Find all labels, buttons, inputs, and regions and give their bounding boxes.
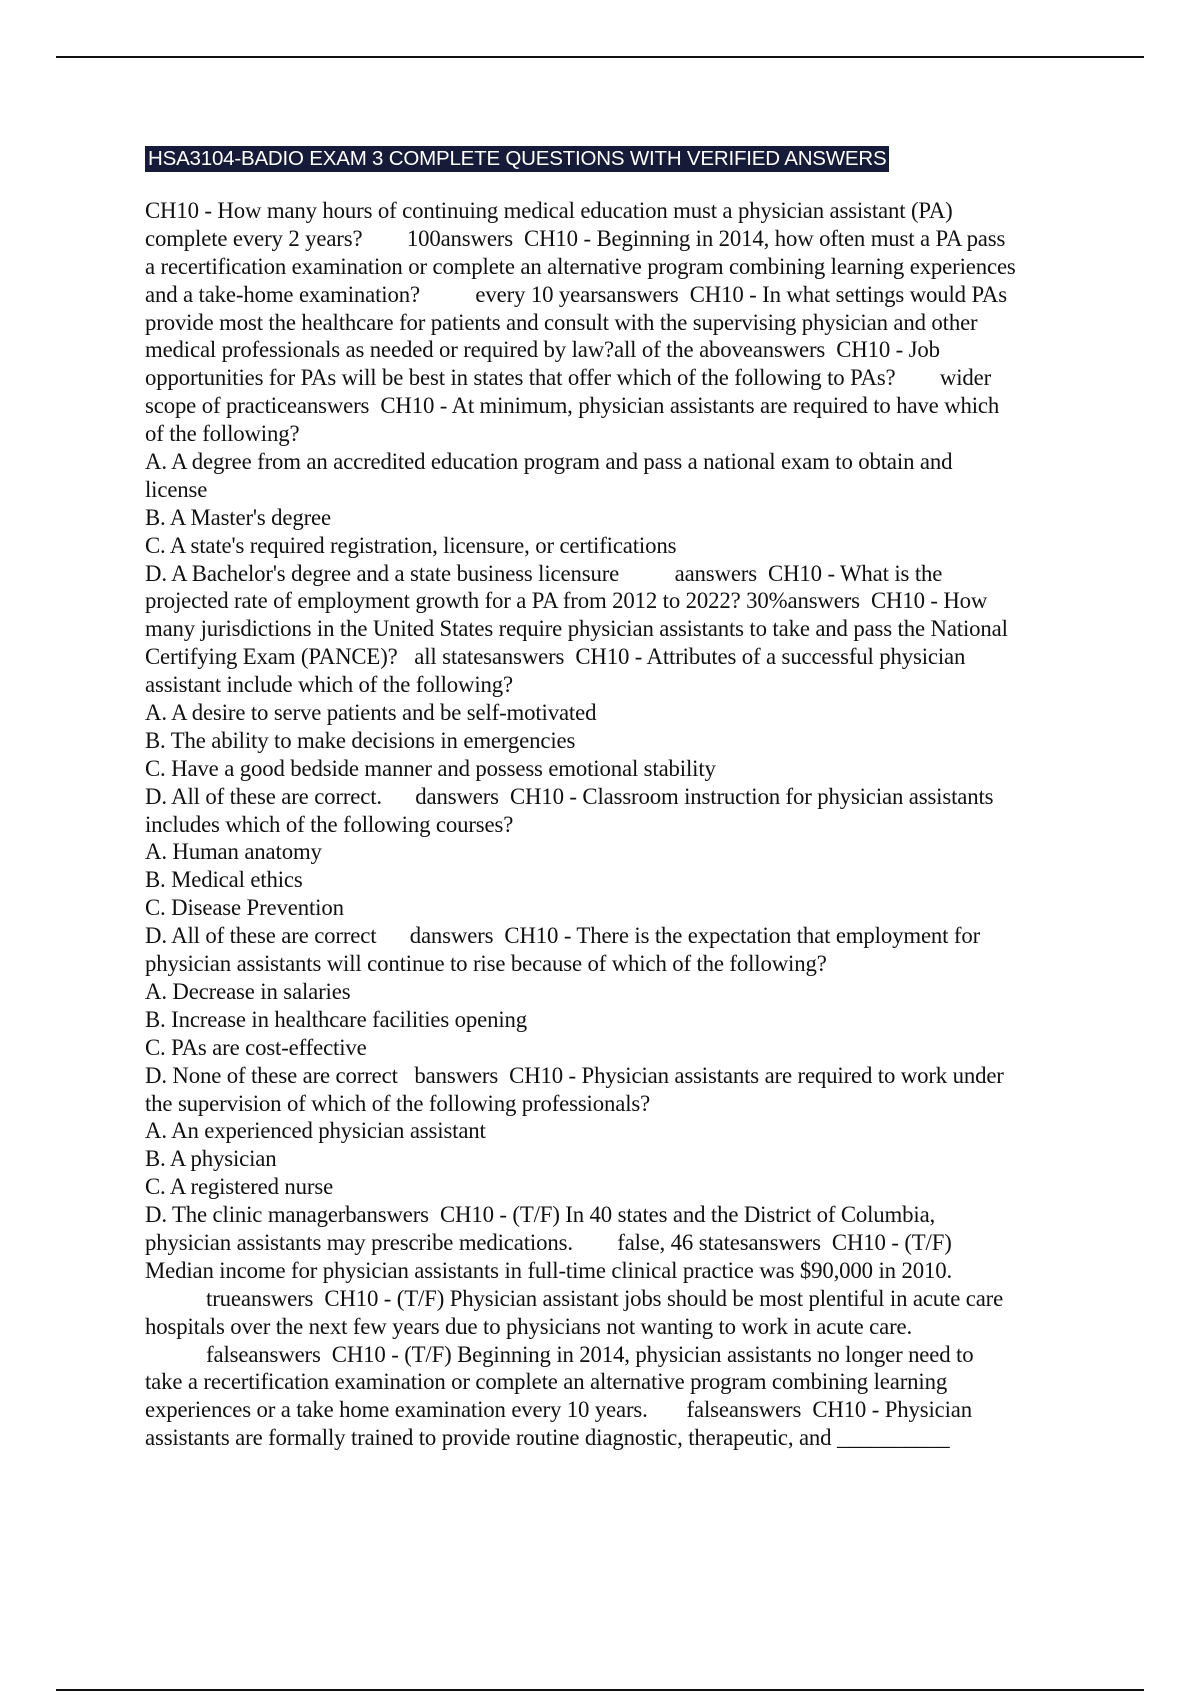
body-line: includes which of the following courses? [145,811,514,837]
body-line: B. The ability to make decisions in emergencies [145,727,576,753]
body-line: B. A physician [145,1146,277,1172]
body-line: trueanswers CH10 - (T/F) Physician assistant jobs should be most plentiful in acute care [145,1285,1004,1311]
body-line: the supervision of which of the following professionals? [145,1090,651,1116]
body-line: A. Human anatomy [145,839,322,865]
body-line: D. A Bachelor's degree and a state business licensure aanswers CH10 - What is the [145,560,943,586]
body-line: D. The clinic managerbanswers CH10 - (T/F) In 40 states and the District of Columbia, [145,1202,936,1228]
body-line: scope of practiceanswers CH10 - At minimum, physician assistants are required to have which [145,393,1000,419]
body-line: and a take-home examination? every 10 yearsanswers CH10 - In what settings would PAs [145,281,1007,307]
body-line: complete every 2 years? 100answers CH10 - Beginning in 2014, how often must a PA pass [145,225,1006,251]
body-line: D. All of these are correct. danswers CH10 - Classroom instruction for physician assistants [145,783,994,809]
body-line: D. None of these are correct banswers CH10 - Physician assistants are required to work under [145,1062,1004,1088]
body-line: provide most the healthcare for patients and consult with the supervising physician and other [145,309,978,335]
body-line: experiences or a take home examination every 10 years. falseanswers CH10 - Physician [145,1397,973,1423]
body-line: Certifying Exam (PANCE)? all statesanswers CH10 - Attributes of a successful physician [145,644,966,670]
body-line: hospitals over the next few years due to physicians not wanting to work in acute care. [145,1313,913,1339]
body-line: many jurisdictions in the United States require physician assistants to take and pass the National [145,616,1008,642]
body-line: take a recertification examination or complete an alternative program combining learning [145,1369,948,1395]
body-line: of the following? [145,421,300,447]
body-line: projected rate of employment growth for a PA from 2012 to 2022? 30%answers CH10 - How [145,588,988,614]
body-line: B. A Master's degree [145,504,331,530]
body-line: C. PAs are cost-effective [145,1034,367,1060]
body-line: opportunities for PAs will be best in states that offer which of the following to PAs? wider [145,365,992,391]
body-line: C. A registered nurse [145,1174,334,1200]
body-line: C. Have a good bedside manner and possess emotional stability [145,755,716,781]
body-line: physician assistants may prescribe medications. false, 46 statesanswers CH10 - (T/F) [145,1229,952,1255]
body-line: CH10 - How many hours of continuing medical education must a physician assistant (PA) [145,198,953,223]
body-line: B. Increase in healthcare facilities opening [145,1006,528,1032]
document-body [145,197,1090,1452]
body-line: physician assistants will continue to rise because of which of the following? [145,951,827,977]
body-line: B. Medical ethics [145,867,303,893]
bottom-rule [56,1689,1144,1691]
body-line: medical professionals as needed or required by law?all of the aboveanswers CH10 - Job [145,337,940,363]
body-line: A. A degree from an accredited education program and pass a national exam to obtain and [145,449,953,475]
body-line: Median income for physician assistants in full-time clinical practice was $90,000 in 2010. [145,1257,952,1283]
body-line: falseanswers CH10 - (T/F) Beginning in 2014, physician assistants no longer need to [145,1341,974,1367]
body-line: A. An experienced physician assistant [145,1118,486,1144]
top-rule [56,56,1144,58]
body-line: D. All of these are correct danswers CH10 - There is the expectation that employment for [145,923,981,949]
body-line: assistants are formally trained to provide routine diagnostic, therapeutic, and __________ [145,1425,950,1451]
body-line: A. A desire to serve patients and be self-motivated [145,700,597,726]
body-line: assistant include which of the following? [145,672,514,698]
body-line: license [145,476,208,502]
body-line: a recertification examination or complete an alternative program combining learning experiences [145,253,1016,279]
body-line: A. Decrease in salaries [145,978,351,1004]
document-title: HSA3104-BADIO EXAM 3 COMPLETE QUESTIONS WITH VERIFIED ANSWERS [145,146,889,172]
body-line: C. A state's required registration, licensure, or certifications [145,532,677,558]
body-line: C. Disease Prevention [145,895,344,921]
